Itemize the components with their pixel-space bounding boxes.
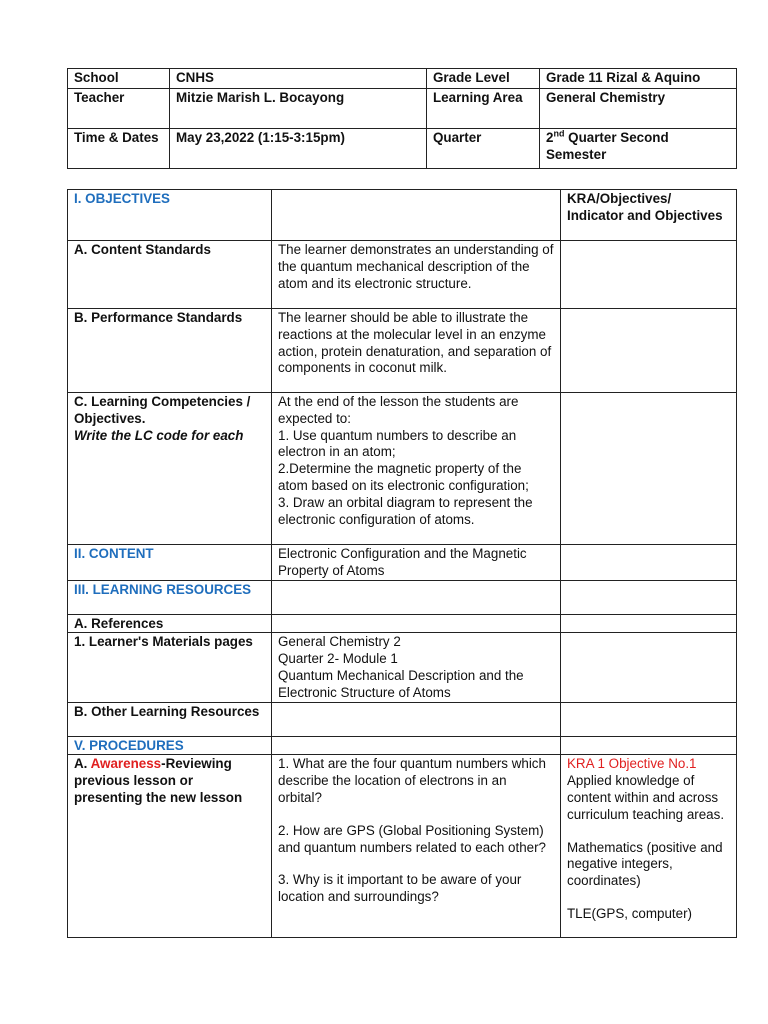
objectives-heading: I. OBJECTIVES [68, 190, 272, 241]
competency-line: 3. Draw an orbital diagram to represent the electronic configuration of atoms. [278, 494, 533, 527]
grade-level-label: Grade Level [427, 69, 540, 89]
references-label: A. References [68, 614, 272, 633]
learning-competencies-cell [68, 393, 272, 545]
question-item: 2. How are GPS (Global Positioning System) and quantum numbers related to each other? [278, 822, 546, 855]
lc-code-note: Write the LC code for each [74, 427, 244, 443]
performance-standards-label: B. Performance Standards [68, 309, 272, 393]
learning-competencies-label: C. Learning Competencies / Objectives. [74, 394, 251, 426]
teacher-label: Teacher [68, 89, 170, 129]
kra-label: KRA 1 Objective No.1 [567, 756, 697, 772]
time-dates-label: Time & Dates [68, 129, 170, 169]
question-item: 3. Why is it important to be aware of your location and surroundings? [278, 872, 522, 905]
learners-materials-label: 1. Learner's Materials pages [68, 633, 272, 702]
procedures-heading: V. PROCEDURES [68, 736, 272, 755]
learning-area-value: General Chemistry [540, 89, 737, 129]
learners-materials-text: General Chemistry 2 Quarter 2- Module 1 Quantum Mechanical Description and the Electronic Structure of Atoms [272, 633, 561, 702]
content-heading: II. CONTENT [68, 545, 272, 581]
awareness-questions [272, 755, 561, 938]
teacher-value: Mitzie Marish L. Bocayong [170, 89, 427, 129]
kra-heading: KRA/Objectives/ Indicator and Objectives [561, 190, 737, 241]
school-label: School [68, 69, 170, 89]
kra-math: Mathematics (positive and negative integers, coordinates) [567, 839, 723, 889]
learning-competencies-text [272, 393, 561, 545]
performance-standards-text: The learner should be able to illustrate the reactions at the molecular level in an enzyme action, protein denaturation, and separation of components in coconut milk. [272, 309, 561, 393]
grade-level-value: Grade 11 Rizal & Aquino [540, 69, 737, 89]
lesson-plan-table [67, 189, 737, 938]
content-standards-label: A. Content Standards [68, 241, 272, 309]
school-value: CNHS [170, 69, 427, 89]
header-table [67, 68, 737, 169]
quarter-label: Quarter [427, 129, 540, 169]
quarter-value: 2nd Quarter Second Semester [540, 129, 737, 169]
competency-line: 1. Use quantum numbers to describe an electron in an atom; [278, 427, 517, 460]
kra-text: Applied knowledge of content within and across curriculum teaching areas. [567, 773, 725, 822]
learning-resources-heading: III. LEARNING RESOURCES [68, 580, 272, 614]
content-text: Electronic Configuration and the Magnetic Property of Atoms [272, 545, 561, 581]
other-resources-label: B. Other Learning Resources [68, 702, 272, 736]
competency-line: 2.Determine the magnetic property of the atom based on its electronic configuration; [278, 461, 529, 493]
awareness-label: A. Awareness-Reviewing previous lesson or presenting the new lesson [68, 755, 272, 938]
question-item: 1. What are the four quantum numbers which describe the location of electrons in an orbital? [278, 756, 546, 805]
awareness-keyword: Awareness [90, 756, 162, 772]
competency-line: At the end of the lesson the students are expected to: [278, 394, 519, 426]
kra-cell [561, 755, 737, 938]
learning-area-label: Learning Area [427, 89, 540, 129]
kra-tle: TLE(GPS, computer) [567, 905, 693, 921]
time-dates-value: May 23,2022 (1:15-3:15pm) [170, 129, 427, 169]
content-standards-text: The learner demonstrates an understanding of the quantum mechanical description of the atom and its electronic structure. [272, 241, 561, 309]
